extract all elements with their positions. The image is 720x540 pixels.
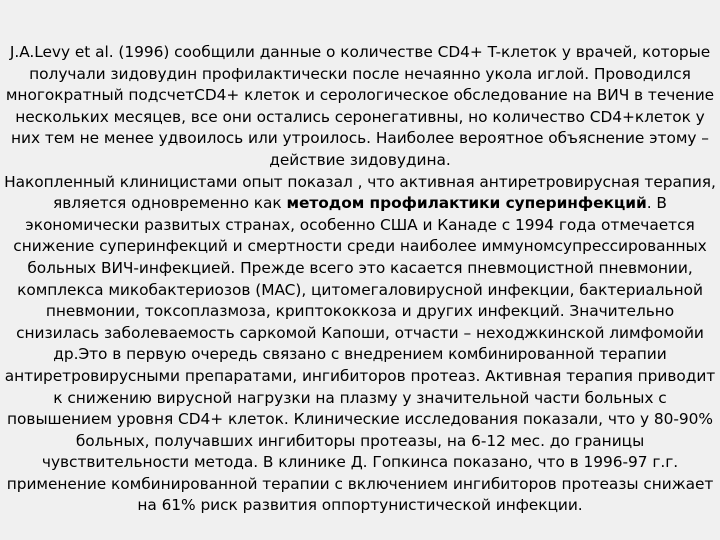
paragraph-2-intro: Накопленный клиницистами опыт показал , что активная антиретровирусная терапия, является одновременно как	[4, 172, 716, 213]
slide-body-text	[4, 42, 716, 517]
bold-phrase-superinfection-prevention: методом профилактики суперинфекций	[286, 194, 647, 213]
paragraph-clinical-experience	[4, 172, 716, 518]
paragraph-levy-study: J.A.Levy et al. (1996) сообщили данные о количестве CD4+ T-клеток у врачей, которые получали зидовудин профилактически после нечаянно укола иглой. Проводился многократный подсчетCD4+ клеток и серологическое обследование на ВИЧ в течение нескольких месяцев, все они остались серонегативны, но количество CD4+клеток у них тем не менее удвоилось или утроилось. Наиболее вероятное объяснение этому – действие зидовудина.	[5, 43, 715, 169]
paragraph-2-body: . В экономически развитых странах, особенно США и Канаде с 1994 года отмечается снижение суперинфекций и смертности среди наиболее иммуномсупрессированных больных ВИЧ-инфекцией. Прежде всего это касается пневмоцистной пневмонии, комплекса микобактериозов (MAC), цитомегаловирусной инфекции, бактериальной пневмонии, токсоплазмоза, криптококкоза и других инфекций. Значительно снизилась заболеваемость саркомой Капоши, отчасти – неходжкинской лимфомойи др.Это в первую очередь связано с внедрением комбинированной терапии антиретровирусными препаратами, ингибиторов протеаз. Активная терапия приводит к снижению вирусной нагрузки на плазму у значительной части больных с повышением уровня CD4+ клеток. Клинические исследования показали, что у 80-90% больных, получавших ингибиторы протеазы, на 6-12 мес. до границы чувствительности метода. В клинике Д. Гопкинса показано, что в 1996-97 г.г. применение комбинированной терапии с включением ингибиторов протеазы снижает на 61% риск развития оппортунистической инфекции.	[4, 194, 716, 515]
